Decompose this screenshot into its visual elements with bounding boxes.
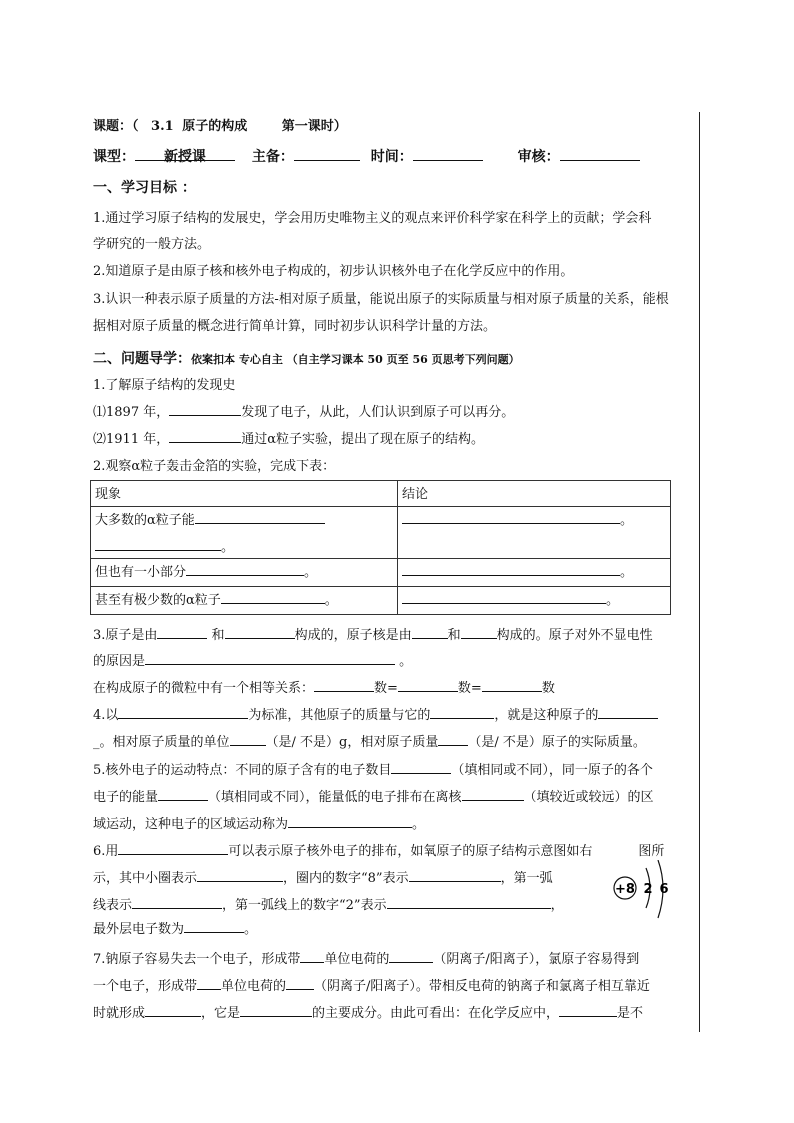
q5a (93, 759, 653, 778)
q3-reason-blank[interactable] (145, 650, 395, 665)
topic-number: 3.1 (151, 119, 174, 134)
q5a-2: （填相同或不同），同一原子的各个 (451, 763, 653, 778)
q6b-1: 示，其中小圈表示 (93, 871, 198, 886)
row1-conclusion (398, 507, 671, 559)
q7a-2: 单位电荷的 (324, 952, 390, 967)
row2-period: 。 (304, 565, 318, 580)
time-label: 时间： (370, 149, 413, 165)
goal-2: 2.知道原子是由原子核和核外电子构成的，初步认识核外电子在化学反应中的作用。 (93, 264, 574, 279)
q4b-2: （是/ 不是）g，相对原子质量 (265, 735, 439, 750)
q6a (93, 840, 664, 859)
q7c-4: 是不 (617, 1006, 644, 1021)
q6c-2: ，第一弧线上的数字“2”表示 (222, 898, 387, 913)
row2-blank[interactable] (186, 561, 304, 576)
q5c-1: 域运动，这种电子的区域运动称为 (93, 817, 289, 832)
q3b (93, 650, 412, 669)
q6a-3: 图所 (638, 844, 665, 859)
q4b-3: （是/ 不是）原子的实际质量。 (468, 735, 646, 750)
q5c-2: 。 (412, 817, 426, 832)
q3-blank-1[interactable] (157, 624, 207, 639)
q1b-pre: ⑵1911 年， (93, 432, 170, 447)
row3-conclusion-period: 。 (606, 593, 620, 608)
author-label: 主备： (251, 149, 294, 165)
q4-blank-5[interactable] (438, 731, 468, 746)
observation-table (90, 480, 671, 615)
q7b-2: 单位电荷的 (221, 979, 287, 994)
oxygen-atom-structure-diagram (612, 860, 702, 920)
q4-blank-3[interactable] (598, 704, 658, 719)
row1-conclusion-blank[interactable] (402, 509, 620, 524)
q6-blank-2[interactable] (197, 867, 283, 882)
time-field[interactable] (413, 146, 483, 161)
q4a (93, 704, 658, 723)
q7a (93, 948, 639, 967)
q4a-2: 为标准，其他原子的质量与它的 (248, 708, 431, 723)
q3a-5: 构成的。原子对外不显电性 (496, 628, 653, 643)
section1-title: 一、学习目标 ： (93, 180, 196, 196)
q6d-1: 最外层电子数为 (93, 922, 185, 937)
q5-blank-2[interactable] (158, 786, 208, 801)
q5c (93, 813, 425, 832)
q5b-2: （填相同或不同），能量低的电子排布在离核 (208, 790, 462, 805)
q7b-1: 一个电子，形成带 (93, 979, 198, 994)
type-value: 新授课 (135, 146, 235, 161)
q4a-1: 4.以 (93, 708, 119, 723)
q3-eq-blank-2[interactable] (398, 677, 458, 692)
q6-blank-4[interactable] (132, 894, 222, 909)
type-label: 课型： (93, 149, 135, 165)
q7-blank-7[interactable] (559, 1002, 617, 1017)
q3a-1: 3.原子是由 (93, 628, 158, 643)
q3a (93, 624, 653, 643)
q7c (93, 1002, 643, 1021)
q6d-2: 。 (244, 922, 258, 937)
q5-blank-3[interactable] (462, 786, 524, 801)
q4b (93, 731, 646, 750)
section2-subtitle: 依案扣本 专心自主 （自主学习课本 50 页至 56 页思考下列问题） (191, 353, 520, 366)
goal-1a: 1.通过学习原子结构的发展史，学会用历史唯物主义的观点来评价科学家在科学上的贡献；学会科 (93, 211, 652, 226)
q1a-post: 发现了电子，从此，人们认识到原子可以再分。 (241, 405, 515, 420)
q4-blank-4[interactable] (230, 731, 266, 746)
q5b-1: 电子的能量 (93, 790, 159, 805)
q5b-3: （填较近或较远）的区 (523, 790, 654, 805)
q6a-1: 6.用 (93, 844, 119, 859)
q1: 1.了解原子结构的发现史 (93, 378, 236, 393)
q4-blank-1[interactable] (118, 704, 248, 719)
row3-conclusion (398, 587, 671, 615)
q7-blank-4[interactable] (286, 975, 314, 990)
q7-blank-3[interactable] (197, 975, 221, 990)
q6-blank-1[interactable] (118, 840, 228, 855)
col-header-phenomenon: 现象 (91, 481, 398, 507)
q7c-3: 的主要成分。由此可看出：在化学反应中， (312, 1006, 560, 1021)
meta-line (93, 146, 640, 166)
q3c-1: 在构成原子的微粒中有一个相等关系： (93, 681, 315, 696)
q1b (93, 428, 484, 447)
q2: 2.观察α粒子轰击金箔的实验，完成下表： (93, 459, 336, 474)
section2-header (93, 348, 520, 368)
q6c-1: 线表示 (93, 898, 133, 913)
q4-blank-2[interactable] (430, 704, 494, 719)
q7-blank-5[interactable] (145, 1002, 201, 1017)
q6-blank-5[interactable] (387, 894, 551, 909)
q3c-2: 数= (374, 681, 398, 696)
shell-2-electrons: 6 (659, 882, 669, 897)
nucleus-charge: +8 (615, 882, 635, 897)
row3-text: 甚至有极少数的α粒子 (95, 593, 221, 608)
row1-blank-b[interactable] (95, 536, 221, 551)
q1a (93, 401, 514, 420)
q7c-1: 时就形成 (93, 1006, 146, 1021)
q6c (93, 894, 564, 913)
topic-line (93, 115, 347, 134)
row3-conclusion-blank[interactable] (402, 589, 606, 604)
goal-3b: 据相对原子质量的概念进行简单计算，同时初步认识科学计量的方法。 (93, 319, 497, 334)
q1b-post: 通过α粒子实验，提出了现在原子的结构。 (241, 432, 484, 447)
q7-blank-6[interactable] (240, 1002, 312, 1017)
q7b-3: （阴离子/阳离子）。带相反电荷的钠离子和氯离子相互靠近 (314, 979, 650, 994)
topic-name: 原子的构成 (182, 119, 248, 134)
q4b-1: _。相对原子质量的单位 (93, 735, 230, 750)
row1-blank-a[interactable] (195, 509, 325, 524)
q7c-2: ，它是 (201, 1006, 241, 1021)
row3-period: 。 (324, 593, 338, 608)
author-field[interactable] (294, 146, 360, 161)
q6d (93, 918, 257, 937)
section2-title: 二、问题导学： (93, 351, 191, 367)
q3c (93, 677, 555, 696)
q3b-1: 的原因是 (93, 654, 146, 669)
col-header-conclusion: 结论 (398, 481, 671, 507)
q5b (93, 786, 654, 805)
row3-blank[interactable] (221, 589, 325, 604)
topic-label: 课题：（ (93, 119, 139, 134)
topic-period: 第一课时） (281, 119, 347, 134)
q3b-2: 。 (399, 654, 413, 669)
q3a-3: 构成的，原子核是由 (294, 628, 412, 643)
row2-conclusion (398, 559, 671, 587)
q3-eq-blank-3[interactable] (482, 677, 542, 692)
q6-blank-3[interactable] (409, 867, 501, 882)
goal-3a: 3.认识一种表示原子质量的方法-相对原子质量，能说出原子的实际质量与相对原子质量的关系，能根 (93, 292, 669, 307)
q3c-3: 数= (457, 681, 482, 696)
row3-phenomenon (91, 587, 398, 615)
q7-blank-1[interactable] (300, 948, 324, 963)
q1a-pre: ⑴1897 年， (93, 405, 170, 420)
row2-conclusion-period: 。 (620, 565, 634, 580)
q3a-4: 和 (447, 628, 461, 643)
q6a-2: 可以表示原子核外电子的排布，如氧原子的原子结构示意图如右 (228, 844, 593, 859)
review-field[interactable] (560, 146, 640, 161)
review-label: 审核： (517, 149, 560, 165)
q6-blank-6[interactable] (184, 918, 244, 933)
q3-blank-4[interactable] (461, 624, 497, 639)
q3-blank-3[interactable] (412, 624, 448, 639)
q5a-1: 5.核外电子的运动特点：不同的原子含有的电子数目 (93, 763, 392, 778)
q7a-3: （阴离子/阳离子），氯原子容易得到 (433, 952, 640, 967)
q6b (93, 867, 553, 886)
q7b (93, 975, 650, 994)
q5-blank-4[interactable] (288, 813, 412, 828)
q7-blank-2[interactable] (389, 948, 433, 963)
q3c-4: 数 (541, 681, 555, 696)
q3-blank-2[interactable] (225, 624, 295, 639)
row2-text: 但也有一小部分 (95, 565, 187, 580)
q6b-3: ，第一弧 (500, 871, 553, 886)
shell-1-electrons: 2 (643, 882, 653, 897)
q6b-2: ，圈内的数字“8”表示 (283, 871, 409, 886)
row1-phenomenon (91, 507, 398, 559)
row1-conclusion-period: 。 (620, 513, 634, 528)
row2-conclusion-blank[interactable] (402, 561, 620, 576)
q3-eq-blank-1[interactable] (314, 677, 374, 692)
q1b-blank[interactable] (169, 428, 241, 443)
q3a-2: 和 (211, 628, 225, 643)
goal-1b: 学研究的一般方法。 (93, 237, 211, 252)
q1a-blank[interactable] (169, 401, 241, 416)
q4a-3: ，就是这种原子的 (494, 708, 599, 723)
row1-period: 。 (221, 540, 235, 555)
q7a-1: 7.钠原子容易失去一个电子，形成带 (93, 952, 301, 967)
row1-text: 大多数的α粒子能 (95, 513, 195, 528)
row2-phenomenon (91, 559, 398, 587)
q5-blank-1[interactable] (391, 759, 451, 774)
q6c-3: ， (550, 898, 564, 913)
